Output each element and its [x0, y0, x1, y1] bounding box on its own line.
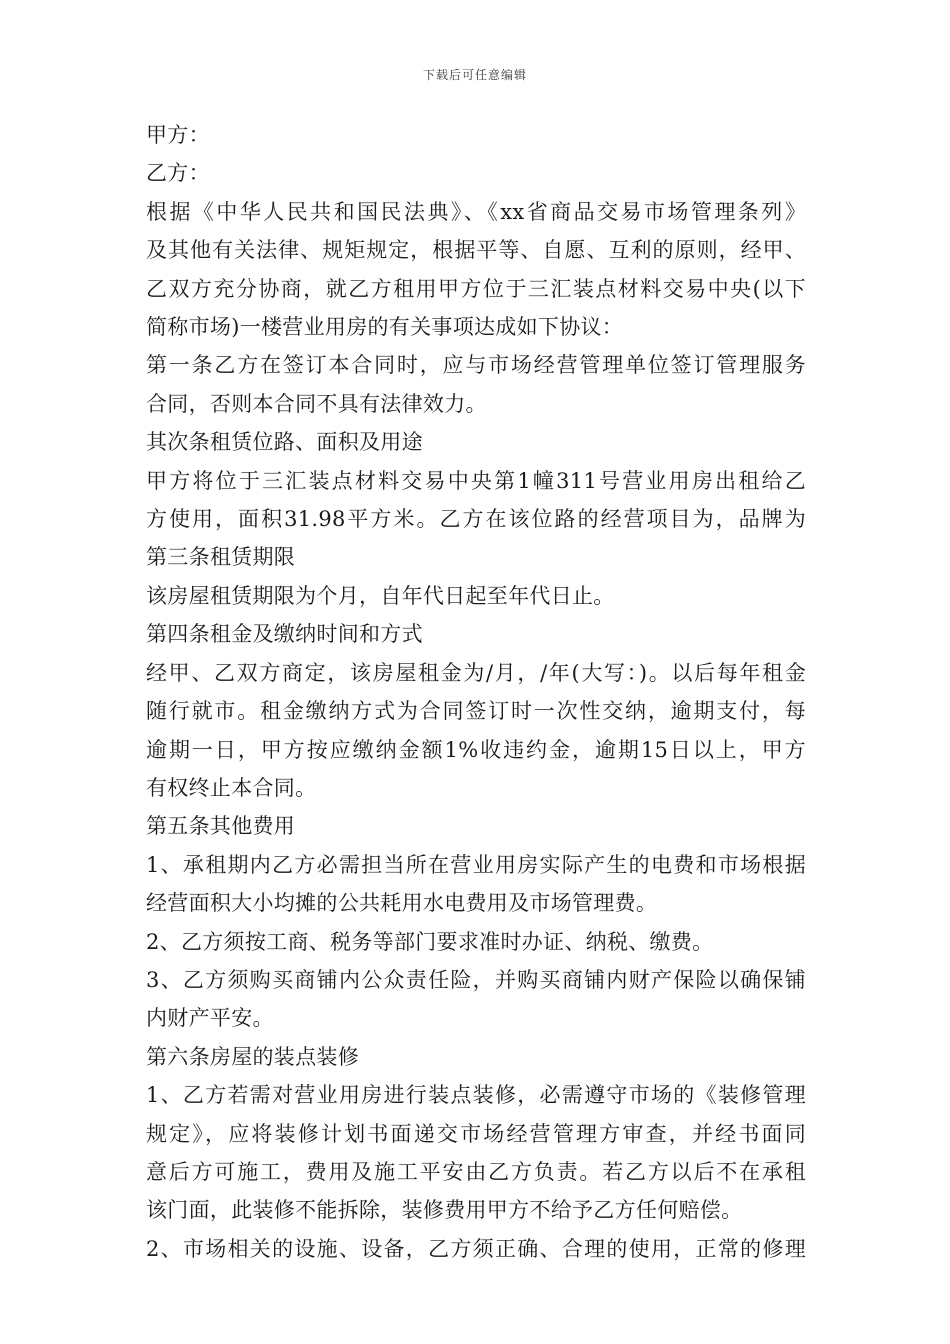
line-party-b: 乙方： [146, 161, 210, 186]
article-5-line: 1、承租期内乙方必需担当所在营业用房实际产生的电费和市场根据 [146, 852, 806, 877]
article-6-heading: 第六条房屋的装点装修 [146, 1044, 359, 1069]
article-5-line: 3、乙方须购买商铺内公众责任险，并购买商铺内财产保险以确保铺 [146, 967, 806, 992]
article-3-line: 该房屋租赁期限为个月，自年代日起至年代日止。 [146, 583, 615, 608]
article-1-line: 第一条乙方在签订本合同时，应与市场经营管理单位签订管理服务 [146, 353, 806, 378]
article-6-line: 1、乙方若需对营业用房进行装点装修，必需遵守市场的《装修管理 [146, 1083, 806, 1108]
article-6-line: 该门面，此装修不能拆除，装修费用甲方不给予乙方任何赔偿。 [146, 1198, 743, 1223]
article-6-line: 2、市场相关的设施、设备，乙方须正确、合理的使用，正常的修理 [146, 1236, 806, 1261]
article-2-line: 方使用，面积31.98平方米。乙方在该位路的经营项目为，品牌为 [146, 507, 806, 532]
article-6-line: 意后方可施工，费用及施工平安由乙方负责。若乙方以后不在承租 [146, 1159, 806, 1184]
preamble-line: 及其他有关法律、规矩规定，根据平等、自愿、互利的原则，经甲、 [146, 238, 806, 263]
page-header-note: 下载后可任意编辑 [422, 68, 527, 82]
preamble-line: 根据《中华人民共和国民法典》、《xx省商品交易市场管理条列》 [146, 199, 806, 224]
article-5-line: 经营面积大小均摊的公共耗用水电费用及市场管理费。 [146, 891, 658, 916]
document-body [146, 116, 806, 1268]
article-5-line: 2、乙方须按工商、税务等部门要求准时办证、纳税、缴费。 [146, 929, 714, 954]
article-1-line: 合同，否则本合同不具有法律效力。 [146, 391, 487, 416]
article-4-line: 随行就市。租金缴纳方式为合同签订时一次性交纳，逾期支付，每 [146, 699, 806, 724]
article-4-line: 有权终止本合同。 [146, 775, 317, 800]
article-4-line: 经甲、乙双方商定，该房屋租金为/月，/年(大写：)。以后每年租金 [146, 660, 806, 685]
preamble-line: 简称市场)一楼营业用房的有关事项达成如下协议： [146, 315, 624, 340]
article-6-line: 规定》，应将装修计划书面递交市场经营管理方审查，并经书面同 [146, 1121, 806, 1146]
article-5-line: 内财产平安。 [146, 1006, 274, 1031]
article-2-heading: 其次条租赁位路、面积及用途 [146, 430, 423, 455]
article-4-heading: 第四条租金及缴纳时间和方式 [146, 622, 423, 647]
article-5-heading: 第五条其他费用 [146, 814, 296, 839]
preamble-line: 乙双方充分协商，就乙方租用甲方位于三汇装点材料交易中央(以下 [146, 276, 806, 301]
line-party-a: 甲方： [146, 123, 210, 147]
article-2-line: 甲方将位于三汇装点材料交易中央第1幢311号营业用房出租给乙 [146, 468, 806, 493]
article-3-heading: 第三条租赁期限 [146, 545, 296, 570]
article-4-line: 逾期一日，甲方按应缴纳金额1%收违约金，逾期15日以上，甲方 [146, 737, 806, 762]
